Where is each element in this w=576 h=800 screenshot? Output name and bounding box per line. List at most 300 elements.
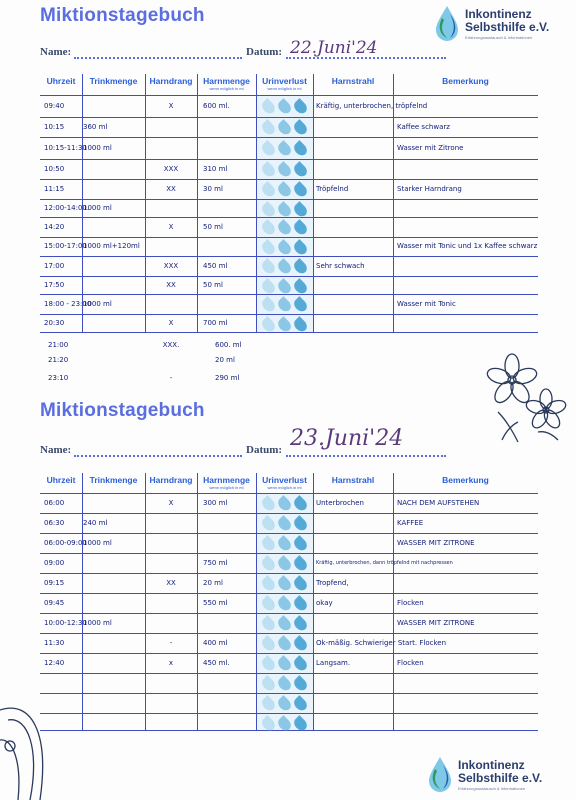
water-drop-icon	[260, 316, 278, 334]
cell-bemerkung[interactable]	[393, 573, 538, 593]
cell-uhrzeit[interactable]	[40, 673, 82, 693]
water-drop-icon	[292, 119, 310, 137]
water-drop-icon	[276, 515, 294, 533]
column-header-label: Trinkmenge	[89, 76, 138, 86]
row-rule	[40, 730, 538, 731]
name-field[interactable]	[74, 455, 242, 457]
column-header-bemerkung	[393, 76, 538, 86]
cell-trinkmenge[interactable]	[82, 493, 145, 513]
urine-loss-cell[interactable]	[256, 513, 313, 533]
cell-bemerkung[interactable]: Starker Harndrang	[397, 185, 462, 193]
table-row	[40, 573, 538, 593]
water-drop-icon	[292, 655, 310, 673]
water-drop-icon	[292, 635, 310, 653]
cell-harndrang[interactable]	[145, 553, 197, 573]
cell-bemerkung[interactable]	[393, 276, 538, 294]
cell-trinkmenge[interactable]: 1000 ml	[83, 539, 112, 547]
cell-uhrzeit[interactable]: 12:00-14:00.	[44, 204, 90, 212]
cell-harndrang[interactable]: XX	[166, 281, 176, 289]
extra-row-harndrang: XXX.	[162, 341, 180, 349]
urine-loss-cell[interactable]	[256, 256, 313, 276]
cell-harnstrahl[interactable]	[313, 199, 393, 217]
cell-trinkmenge[interactable]	[82, 95, 145, 117]
water-drop-icon	[260, 296, 278, 314]
column-header-note: wenn möglich in ml	[267, 485, 302, 490]
cell-bemerkung[interactable]	[393, 553, 538, 573]
water-drop-icon	[292, 575, 310, 593]
extra-row-uhrzeit: 21:20	[48, 356, 69, 364]
table-row	[40, 117, 538, 137]
cell-harnmenge[interactable]	[197, 294, 256, 314]
cell-trinkmenge[interactable]	[82, 179, 145, 199]
cell-harnmenge[interactable]	[197, 137, 256, 159]
water-drop-icon	[260, 258, 278, 276]
cell-harnmenge[interactable]: 750 ml	[203, 559, 228, 567]
table-row	[40, 95, 538, 117]
water-drop-icon	[276, 181, 294, 199]
cell-trinkmenge[interactable]: 1000 ml	[83, 619, 112, 627]
cell-harndrang[interactable]: XXX	[163, 165, 179, 173]
column-header-label: Harnstrahl	[331, 76, 375, 86]
cell-uhrzeit[interactable]: 10:50	[44, 165, 65, 173]
cell-uhrzeit[interactable]: 11:15	[44, 185, 65, 193]
urine-loss-cell[interactable]	[256, 237, 313, 256]
water-drop-icon	[260, 575, 278, 593]
table-row	[40, 314, 538, 332]
table-row	[40, 553, 538, 573]
cell-trinkmenge[interactable]	[82, 276, 145, 294]
cell-harnstrahl[interactable]: Kräftig, unterbrochen, dann tröpfelnd mit nachpressen	[316, 560, 453, 566]
cell-uhrzeit[interactable]: 20:30	[44, 319, 65, 327]
cell-bemerkung[interactable]: Flocken	[397, 599, 424, 607]
urine-loss-cell[interactable]	[256, 137, 313, 159]
cell-uhrzeit[interactable]: 17:50	[44, 281, 65, 289]
handwritten-date: 22.Juni'24	[290, 38, 378, 58]
column-header-bemerkung	[393, 475, 538, 485]
cell-trinkmenge[interactable]: 240 ml	[83, 519, 108, 527]
column-header-label: Harnmenge	[203, 475, 250, 485]
extra-row-harnmenge: 600. ml	[215, 341, 242, 349]
urine-loss-cell[interactable]	[256, 673, 313, 693]
column-header-label: Urinverlust	[262, 475, 307, 485]
table-row	[40, 693, 538, 713]
date-label: Datum:	[246, 46, 283, 58]
cell-harnstrahl[interactable]: okay	[316, 599, 333, 607]
cell-bemerkung[interactable]: WASSER MIT ZITRONE	[397, 539, 475, 547]
water-drop-icon	[276, 555, 294, 573]
cell-harndrang[interactable]: X	[168, 223, 174, 231]
sheet-title: Miktionstagebuch	[40, 400, 205, 421]
water-drop-icon	[260, 495, 278, 513]
cell-uhrzeit[interactable]: 11:30	[44, 639, 65, 647]
cell-harnmenge[interactable]: 30 ml	[203, 185, 223, 193]
water-drop-icon	[276, 258, 294, 276]
cell-uhrzeit[interactable]: 09:40	[44, 102, 65, 110]
cell-harndrang[interactable]	[145, 513, 197, 533]
cell-harnmenge[interactable]	[197, 237, 256, 256]
water-drop-icon	[276, 119, 294, 137]
water-drop-icon	[260, 535, 278, 553]
column-header-label: Uhrzeit	[46, 76, 76, 86]
water-drop-icon	[276, 239, 294, 257]
cell-harnmenge[interactable]: 300 ml	[203, 499, 228, 507]
cell-harnmenge[interactable]: 400 ml	[203, 639, 228, 647]
cell-trinkmenge[interactable]	[82, 573, 145, 593]
urine-loss-cell[interactable]	[256, 533, 313, 553]
cell-harnstrahl[interactable]: Kräftig, unterbrochen, tröpfelnd	[316, 102, 428, 110]
cell-uhrzeit[interactable]: 06:30	[44, 519, 65, 527]
cell-uhrzeit[interactable]: 15:00-17:00	[44, 242, 87, 250]
cell-bemerkung[interactable]	[393, 95, 538, 117]
water-drop-icon	[292, 316, 310, 334]
cell-uhrzeit[interactable]: 17:00	[44, 262, 65, 270]
cell-bemerkung[interactable]: Flocken	[397, 659, 424, 667]
cell-harnmenge[interactable]: 550 ml	[203, 599, 228, 607]
cell-trinkmenge[interactable]	[82, 633, 145, 653]
extra-row-harnmenge: 290 ml	[215, 374, 240, 382]
logo-bottom	[425, 755, 575, 797]
water-drop-icon	[260, 695, 278, 713]
cell-harndrang[interactable]	[145, 613, 197, 633]
column-header-harnmenge	[197, 475, 256, 490]
urine-loss-cell[interactable]	[256, 493, 313, 513]
cell-trinkmenge[interactable]	[82, 159, 145, 179]
cell-trinkmenge[interactable]	[82, 713, 145, 730]
water-drop-icon	[292, 595, 310, 613]
cell-harnstrahl[interactable]	[313, 237, 393, 256]
logo-subtitle: Erfahrungsaustausch & Informationen	[465, 35, 533, 40]
logo-name-line1: Inkontinenz	[465, 7, 532, 21]
cell-harndrang[interactable]	[145, 673, 197, 693]
extra-row-uhrzeit: 21:00	[48, 341, 69, 349]
cell-trinkmenge[interactable]	[82, 593, 145, 613]
cell-harnmenge[interactable]: 310 ml	[203, 165, 228, 173]
column-header-label: Trinkmenge	[89, 475, 138, 485]
cell-harndrang[interactable]: X	[168, 102, 174, 110]
urine-loss-cell[interactable]	[256, 613, 313, 633]
water-drop-icon	[276, 495, 294, 513]
cell-harnstrahl[interactable]	[313, 533, 393, 553]
cell-uhrzeit[interactable]: 12:40	[44, 659, 65, 667]
cell-harnmenge[interactable]	[197, 117, 256, 137]
table-row	[40, 294, 538, 314]
cell-harndrang[interactable]	[145, 593, 197, 613]
water-drop-icon	[292, 219, 310, 237]
cell-harnmenge[interactable]	[197, 713, 256, 730]
cell-harndrang[interactable]	[145, 533, 197, 553]
water-drop-logo-icon	[425, 755, 455, 793]
table-row	[40, 137, 538, 159]
cell-trinkmenge[interactable]	[82, 217, 145, 237]
name-field[interactable]	[74, 57, 242, 59]
cell-uhrzeit[interactable]: 09:00	[44, 559, 65, 567]
water-drop-icon	[260, 140, 278, 158]
cell-harnmenge[interactable]	[197, 533, 256, 553]
column-header-label: Harndrang	[149, 76, 193, 86]
cell-trinkmenge[interactable]: 1000 ml+120ml	[83, 242, 140, 250]
urine-loss-cell[interactable]	[256, 693, 313, 713]
cell-bemerkung[interactable]	[393, 217, 538, 237]
cell-uhrzeit[interactable]: 10:15-11:30	[44, 144, 87, 152]
cell-harnstrahl[interactable]: Ok-mäßig. Schwieriger Start. Flocken	[316, 639, 447, 647]
cell-bemerkung[interactable]	[393, 199, 538, 217]
cell-uhrzeit[interactable]	[40, 693, 82, 713]
water-drop-icon	[292, 140, 310, 158]
water-drop-icon	[276, 595, 294, 613]
water-drop-icon	[276, 316, 294, 334]
column-header-label: Bemerkung	[442, 475, 489, 485]
logo-top	[432, 4, 572, 44]
column-header-label: Harnmenge	[203, 76, 250, 86]
cell-harnstrahl[interactable]	[313, 276, 393, 294]
cell-harnmenge[interactable]	[197, 199, 256, 217]
water-drop-icon	[292, 535, 310, 553]
table-row	[40, 673, 538, 693]
water-drop-icon	[260, 119, 278, 137]
cell-bemerkung[interactable]: Wasser mit Zitrone	[397, 144, 464, 152]
water-drop-icon	[292, 675, 310, 693]
cell-bemerkung[interactable]: Kaffee schwarz	[397, 123, 450, 131]
urine-loss-cell[interactable]	[256, 217, 313, 237]
cell-harndrang[interactable]: X	[168, 499, 174, 507]
logo-name-line1: Inkontinenz	[458, 758, 525, 772]
table-row	[40, 199, 538, 217]
cell-bemerkung[interactable]	[393, 314, 538, 332]
cell-harnmenge[interactable]: 450 ml	[203, 262, 228, 270]
cell-bemerkung[interactable]	[393, 633, 538, 653]
cell-trinkmenge[interactable]	[82, 653, 145, 673]
cell-trinkmenge[interactable]	[82, 256, 145, 276]
extra-row-harnmenge: 20 ml	[215, 356, 235, 364]
water-drop-icon	[276, 655, 294, 673]
cell-bemerkung[interactable]	[393, 673, 538, 693]
cell-harnstrahl[interactable]: Tropfend,	[316, 579, 349, 587]
date-field[interactable]	[286, 455, 446, 457]
column-header-harnstrahl	[313, 76, 393, 86]
column-header-harndrang	[145, 76, 197, 86]
cell-harnmenge[interactable]	[197, 613, 256, 633]
table-row	[40, 159, 538, 179]
water-drop-icon	[276, 140, 294, 158]
row-rule	[40, 332, 538, 333]
cell-trinkmenge[interactable]	[82, 673, 145, 693]
cell-trinkmenge[interactable]: 1000 ml	[83, 204, 112, 212]
urine-loss-cell[interactable]	[256, 653, 313, 673]
extra-row-uhrzeit: 23:10	[48, 374, 69, 382]
cell-trinkmenge[interactable]	[82, 693, 145, 713]
urine-loss-cell[interactable]	[256, 573, 313, 593]
water-drop-icon	[292, 555, 310, 573]
water-drop-icon	[292, 495, 310, 513]
table-row	[40, 276, 538, 294]
cell-trinkmenge[interactable]	[82, 553, 145, 573]
cell-harnstrahl[interactable]	[313, 159, 393, 179]
water-drop-icon	[260, 635, 278, 653]
cell-harndrang[interactable]	[145, 237, 197, 256]
cell-trinkmenge[interactable]	[82, 314, 145, 332]
name-label: Name:	[40, 444, 72, 456]
water-drop-icon	[292, 161, 310, 179]
cell-bemerkung[interactable]: NACH DEM AUFSTEHEN	[397, 499, 480, 507]
cell-uhrzeit[interactable]: 14:20	[44, 223, 65, 231]
column-header-trinkmenge	[82, 475, 145, 485]
water-drop-icon	[260, 181, 278, 199]
cell-harnstrahl[interactable]: Langsam.	[316, 659, 351, 667]
water-drop-icon	[276, 615, 294, 633]
table-row	[40, 513, 538, 533]
cell-trinkmenge[interactable]: 1000 ml	[83, 300, 112, 308]
cell-harnmenge[interactable]	[197, 673, 256, 693]
cell-harnstrahl[interactable]	[313, 137, 393, 159]
cell-harndrang[interactable]	[145, 294, 197, 314]
cell-uhrzeit[interactable]: 09:45	[44, 599, 65, 607]
cell-uhrzeit[interactable]	[40, 713, 82, 730]
column-header-label: Harnstrahl	[331, 475, 375, 485]
name-label: Name:	[40, 46, 72, 58]
water-drop-icon	[260, 219, 278, 237]
water-drop-icon	[260, 515, 278, 533]
column-header-urinverlust	[256, 76, 313, 91]
cell-harnstrahl[interactable]	[313, 713, 393, 730]
cell-harndrang[interactable]	[145, 137, 197, 159]
water-drop-logo-icon	[432, 4, 462, 42]
column-header-urinverlust	[256, 475, 313, 490]
logo-name-line2: Selbsthilfe e.V.	[465, 20, 550, 34]
urine-loss-cell[interactable]	[256, 276, 313, 294]
cell-harnmenge[interactable]: 450 ml.	[203, 659, 230, 667]
cell-harnstrahl[interactable]	[313, 513, 393, 533]
cell-bemerkung[interactable]	[393, 159, 538, 179]
table-row	[40, 593, 538, 613]
urine-loss-cell[interactable]	[256, 179, 313, 199]
water-drop-icon	[276, 635, 294, 653]
cell-bemerkung[interactable]: KAFFEE	[397, 519, 424, 527]
cell-harndrang[interactable]: XXX	[163, 262, 179, 270]
cell-harnstrahl[interactable]	[313, 693, 393, 713]
cell-harnmenge[interactable]	[197, 693, 256, 713]
water-drop-icon	[292, 615, 310, 633]
water-drop-icon	[260, 615, 278, 633]
cell-harnstrahl[interactable]: Sehr schwach	[316, 262, 365, 270]
urine-loss-cell[interactable]	[256, 159, 313, 179]
date-label: Datum:	[246, 444, 283, 456]
table-row	[40, 493, 538, 513]
cell-uhrzeit[interactable]: 10:15	[44, 123, 65, 131]
cell-harndrang[interactable]	[145, 199, 197, 217]
water-drop-icon	[260, 655, 278, 673]
cell-harndrang[interactable]	[145, 713, 197, 730]
urine-loss-cell[interactable]	[256, 633, 313, 653]
cell-bemerkung[interactable]: Wasser mit Tonic und 1x Kaffee schwarz	[397, 242, 538, 250]
column-header-label: Urinverlust	[262, 76, 307, 86]
urine-loss-cell[interactable]	[256, 713, 313, 730]
table-row	[40, 713, 538, 730]
urine-loss-cell[interactable]	[256, 199, 313, 217]
cell-harndrang[interactable]: x	[168, 659, 174, 667]
cell-harndrang[interactable]: XX	[166, 579, 176, 587]
cell-harndrang[interactable]	[145, 693, 197, 713]
cell-harnmenge[interactable]	[197, 513, 256, 533]
cell-uhrzeit[interactable]: 06:00	[44, 499, 65, 507]
water-drop-icon	[292, 695, 310, 713]
cell-harnmenge[interactable]: 50 ml	[203, 281, 223, 289]
logo-name-line2: Selbsthilfe e.V.	[458, 771, 543, 785]
handwritten-date: 23.Juni'24	[290, 426, 404, 451]
column-header-note: wenn möglich in ml	[209, 86, 244, 91]
column-header-label: Harndrang	[149, 475, 193, 485]
column-header-label: Bemerkung	[442, 76, 489, 86]
column-header-note: wenn möglich in ml	[209, 485, 244, 490]
cell-bemerkung[interactable]: Wasser mit Tonic	[397, 300, 456, 308]
table-row	[40, 653, 538, 673]
urine-loss-cell[interactable]	[256, 314, 313, 332]
cell-trinkmenge[interactable]: 360 ml	[83, 123, 108, 131]
cell-uhrzeit[interactable]: 06:00-09:00	[44, 539, 87, 547]
cell-harndrang[interactable]: XX	[166, 185, 176, 193]
urine-loss-cell[interactable]	[256, 593, 313, 613]
cell-harnstrahl[interactable]	[313, 217, 393, 237]
cell-uhrzeit[interactable]: 10:00-12:30	[44, 619, 87, 627]
cell-harnstrahl[interactable]: Tröpfelnd	[316, 185, 349, 193]
column-header-label: Uhrzeit	[46, 475, 76, 485]
cell-harnstrahl[interactable]	[313, 613, 393, 633]
water-drop-icon	[260, 555, 278, 573]
cell-harnmenge[interactable]: 50 ml	[203, 223, 223, 231]
cell-harndrang[interactable]	[145, 117, 197, 137]
water-drop-icon	[292, 181, 310, 199]
water-drop-icon	[276, 535, 294, 553]
column-header-harndrang	[145, 475, 197, 485]
urine-loss-cell[interactable]	[256, 553, 313, 573]
cell-harnstrahl[interactable]	[313, 117, 393, 137]
urine-loss-cell[interactable]	[256, 95, 313, 117]
urine-loss-cell[interactable]	[256, 294, 313, 314]
cell-harnstrahl[interactable]: Unterbrochen	[316, 499, 364, 507]
cell-harnmenge[interactable]: 600 ml.	[203, 102, 230, 110]
table-row	[40, 613, 538, 633]
table-row	[40, 256, 538, 276]
column-header-uhrzeit	[40, 475, 82, 485]
cell-harndrang[interactable]: X	[168, 319, 174, 327]
sheet-title: Miktionstagebuch	[40, 5, 205, 26]
cell-harnstrahl[interactable]	[313, 294, 393, 314]
water-drop-icon	[292, 239, 310, 257]
cell-harnstrahl[interactable]	[313, 314, 393, 332]
column-header-harnmenge	[197, 76, 256, 91]
cell-bemerkung[interactable]	[393, 713, 538, 730]
cell-trinkmenge[interactable]: 1000 ml	[83, 144, 112, 152]
cell-uhrzeit[interactable]: 09:15	[44, 579, 65, 587]
cell-bemerkung[interactable]: WASSER MIT ZITRONE	[397, 619, 475, 627]
water-drop-icon	[292, 258, 310, 276]
urine-loss-cell[interactable]	[256, 117, 313, 137]
logo-subtitle: Erfahrungsaustausch & Informationen	[458, 786, 526, 791]
water-drop-icon	[260, 675, 278, 693]
cell-harnstrahl[interactable]	[313, 673, 393, 693]
water-drop-icon	[260, 239, 278, 257]
cell-harndrang[interactable]: -	[169, 639, 173, 647]
cell-uhrzeit[interactable]: 18:00 - 23:00	[44, 300, 92, 308]
cell-harnmenge[interactable]: 700 ml	[203, 319, 228, 327]
water-drop-icon	[292, 296, 310, 314]
water-drop-icon	[276, 219, 294, 237]
column-header-harnstrahl	[313, 475, 393, 485]
cell-harnmenge[interactable]: 20 ml	[203, 579, 223, 587]
cell-bemerkung[interactable]	[393, 256, 538, 276]
cell-bemerkung[interactable]	[393, 693, 538, 713]
table-row	[40, 533, 538, 553]
table-row	[40, 179, 538, 199]
